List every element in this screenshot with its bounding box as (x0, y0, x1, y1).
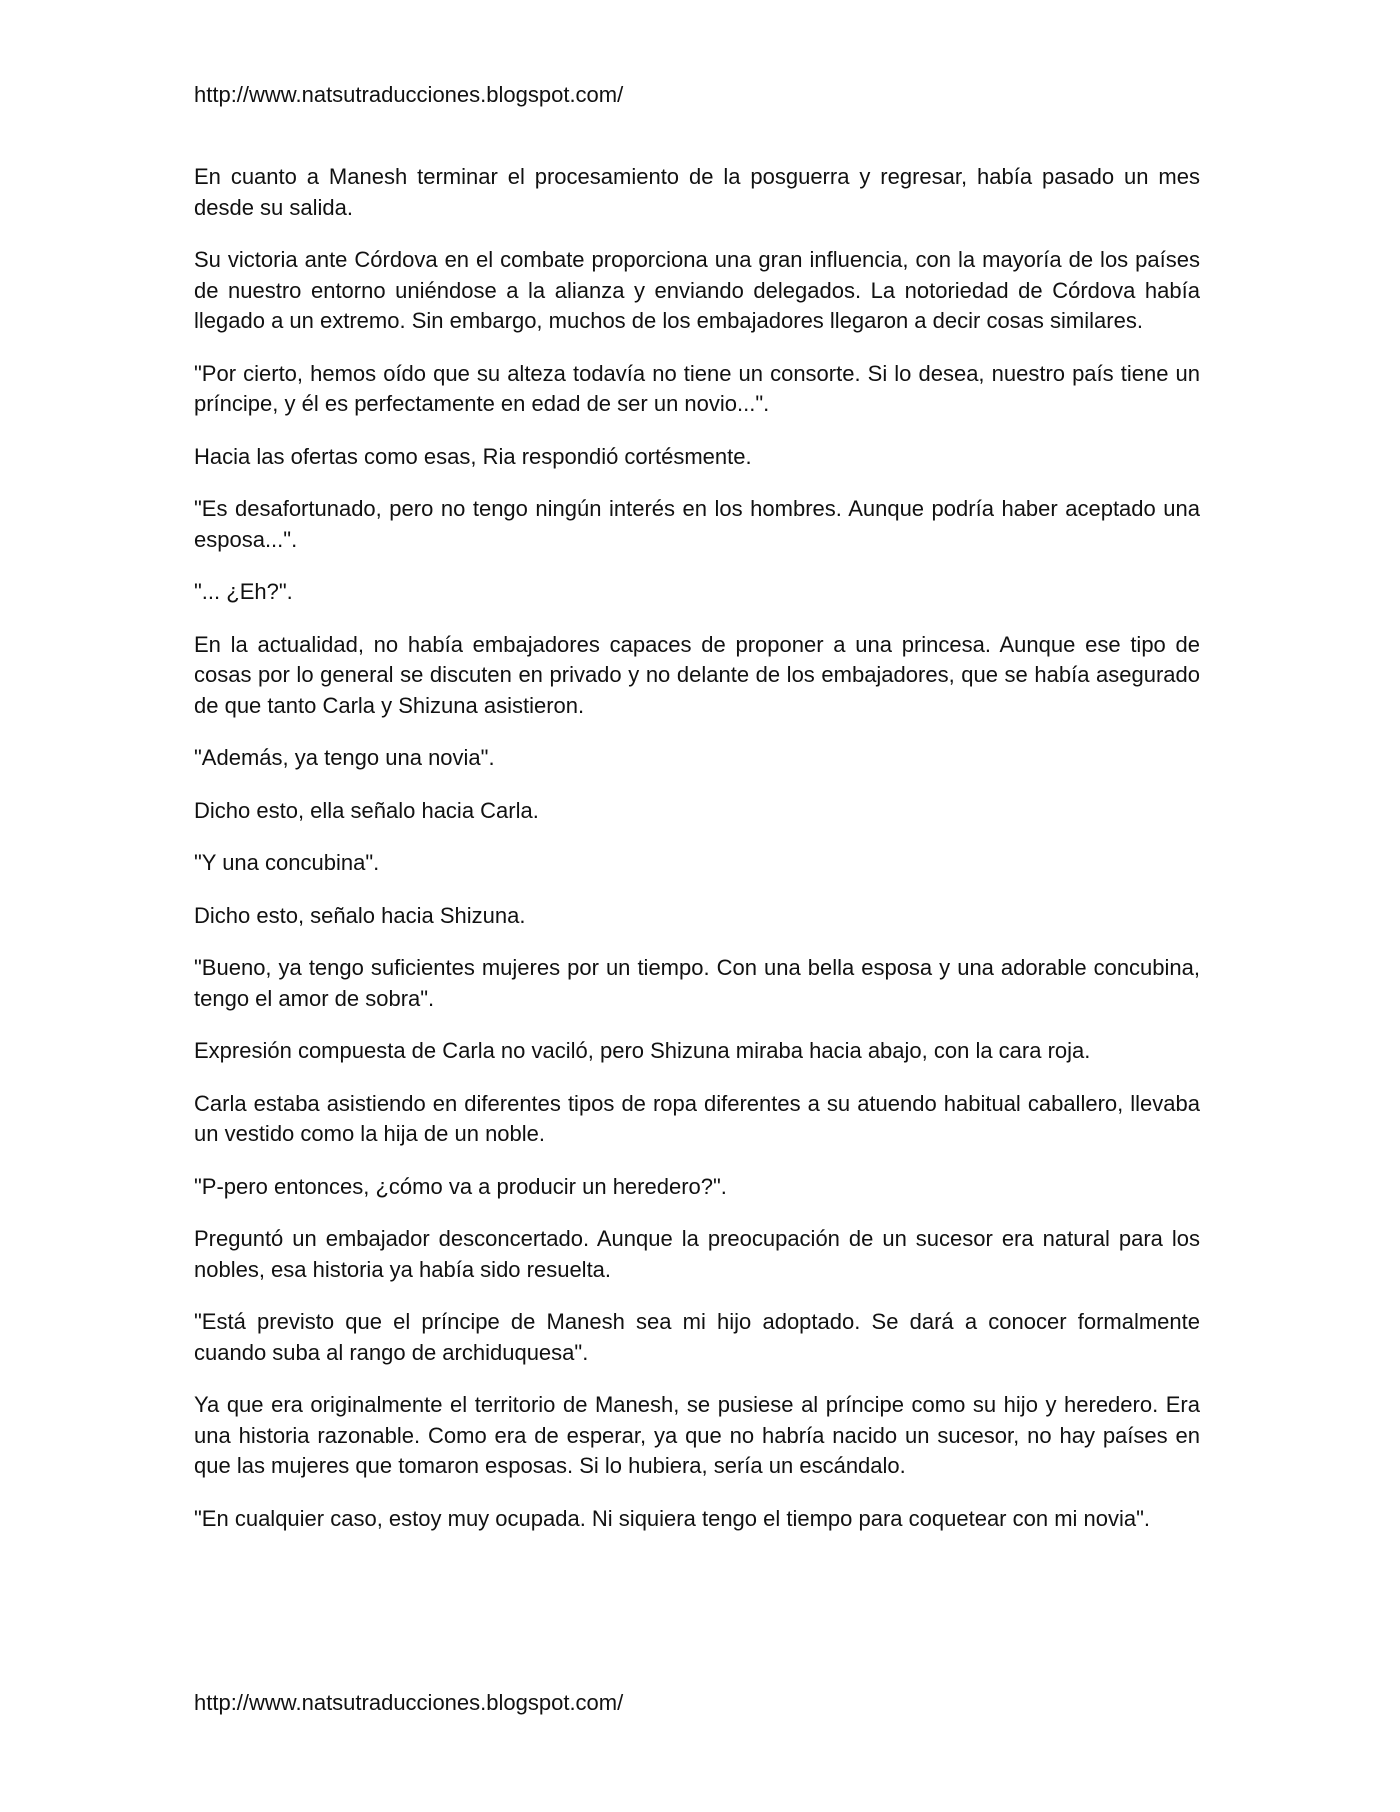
paragraph: En cuanto a Manesh terminar el procesamiento de la posguerra y regresar, había pasado un mes desde su salida. (194, 164, 1200, 220)
paragraph: Carla estaba asistiendo en diferentes tipos de ropa diferentes a su atuendo habitual caballero, llevaba un vestido como la hija de un noble. (194, 1090, 1200, 1146)
footer-url: http://www.natsutraducciones.blogspot.com/ (194, 1690, 624, 1715)
paragraph: "... ¿Eh?". (194, 579, 293, 604)
paragraph: "Bueno, ya tengo suficientes mujeres por un tiempo. Con una bella esposa y una adorable concubina, tengo el amor de sobra". (194, 955, 1200, 1011)
header-url: http://www.natsutraducciones.blogspot.com/ (194, 82, 624, 107)
paragraph: Dicho esto, ella señalo hacia Carla. (194, 797, 539, 823)
paragraph: "En cualquier caso, estoy muy ocupada. Ni siquiera tengo el tiempo para coquetear con mi novia". (194, 1505, 1151, 1531)
paragraph: Su victoria ante Córdova en el combate proporciona una gran influencia, con la mayoría de los países de nuestro entorno uniéndose a la alianza y enviando delegados. La notoriedad de Córdova había llegado a un extremo. Sin embargo, muchos de los embajadores llegaron a decir cosas similares. (194, 247, 1200, 333)
paragraph: "Está previsto que el príncipe de Manesh sea mi hijo adoptado. Se dará a conocer formalmente cuando suba al rango de archiduquesa". (194, 1309, 1200, 1365)
paragraph: Dicho esto, señalo hacia Shizuna. (194, 902, 526, 928)
paragraph: "Y una concubina". (194, 850, 380, 875)
paragraph: "Por cierto, hemos oído que su alteza todavía no tiene un consorte. Si lo desea, nuestro país tiene un príncipe, y él es perfectamente en edad de ser un novio...". (194, 360, 1200, 416)
paragraph: Hacia las ofertas como esas, Ria respondió cortésmente. (194, 443, 752, 469)
paragraph: Expresión compuesta de Carla no vaciló, pero Shizuna miraba hacia abajo, con la cara roja. (194, 1038, 1091, 1063)
document-body (194, 162, 1200, 1556)
paragraph: "P-pero entonces, ¿cómo va a producir un heredero?". (194, 1173, 727, 1199)
paragraph: "Es desafortunado, pero no tengo ningún interés en los hombres. Aunque podría haber aceptado una esposa...". (194, 496, 1200, 552)
paragraph: En la actualidad, no había embajadores capaces de proponer a una princesa. Aunque ese tipo de cosas por lo general se discuten en privado y no delante de los embajadores, que se había asegurado de que tanto Carla y Shizuna asistieron. (194, 631, 1200, 718)
paragraph: "Además, ya tengo una novia". (194, 745, 495, 770)
paragraph: Ya que era originalmente el territorio de Manesh, se pusiese al príncipe como su hijo y heredero. Era una historia razonable. Como era de esperar, ya que no habría nacido un sucesor, no hay países en que las mujeres que tomaron esposas. Si lo hubiera, sería un escándalo. (194, 1392, 1200, 1478)
paragraph: Preguntó un embajador desconcertado. Aunque la preocupación de un sucesor era natural para los nobles, esa historia ya había sido resuelta. (194, 1226, 1200, 1282)
